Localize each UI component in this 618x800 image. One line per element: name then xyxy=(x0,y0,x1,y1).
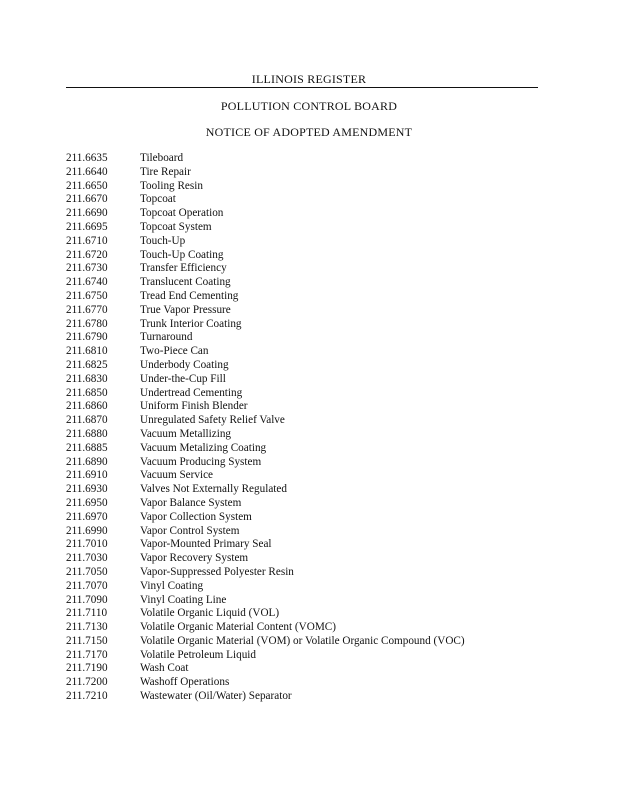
section-number: 211.7030 xyxy=(66,552,108,565)
definition-row xyxy=(66,221,546,235)
defined-term: Under-the-Cup Fill xyxy=(140,372,226,385)
defined-term: Volatile Organic Material (VOM) or Volatile Organic Compound (VOC) xyxy=(140,634,465,647)
section-number: 211.6950 xyxy=(66,496,108,509)
section-number: 211.6970 xyxy=(66,510,108,523)
definition-row xyxy=(66,304,546,318)
section-number: 211.6885 xyxy=(66,441,108,454)
section-number: 211.7200 xyxy=(66,676,108,689)
section-number: 211.6830 xyxy=(66,372,108,385)
section-number: 211.6810 xyxy=(66,345,108,358)
section-number: 211.6720 xyxy=(66,248,108,261)
definition-row xyxy=(66,249,546,263)
defined-term: Two-Piece Can xyxy=(140,345,209,358)
defined-term: Vacuum Producing System xyxy=(140,455,262,468)
defined-term: Vapor Collection System xyxy=(140,510,252,523)
definitions-list xyxy=(66,152,546,704)
definition-row xyxy=(66,373,546,387)
defined-term: Volatile Petroleum Liquid xyxy=(140,648,257,661)
defined-term: Touch-Up Coating xyxy=(140,248,224,261)
defined-term: Uniform Finish Blender xyxy=(140,400,248,413)
section-number: 211.6640 xyxy=(66,165,108,178)
definition-row xyxy=(66,331,546,345)
defined-term: Vacuum Metalizing Coating xyxy=(140,441,267,454)
section-number: 211.6695 xyxy=(66,220,108,233)
definition-row xyxy=(66,359,546,373)
section-number: 211.6780 xyxy=(66,317,108,330)
definition-row xyxy=(66,414,546,428)
section-number: 211.7010 xyxy=(66,538,108,551)
defined-term: Vacuum Service xyxy=(140,469,214,482)
defined-term: Vapor Balance System xyxy=(140,496,242,509)
definition-row xyxy=(66,180,546,194)
definition-row xyxy=(66,276,546,290)
section-number: 211.7110 xyxy=(66,607,108,620)
defined-term: Unregulated Safety Relief Valve xyxy=(140,414,285,427)
defined-term: Vapor-Suppressed Polyester Resin xyxy=(140,565,294,578)
definition-row xyxy=(66,428,546,442)
register-title: ILLINOIS REGISTER xyxy=(251,72,367,86)
definition-row xyxy=(66,525,546,539)
definition-row xyxy=(66,262,546,276)
section-number: 211.6850 xyxy=(66,386,108,399)
defined-term: Topcoat xyxy=(140,193,176,206)
definition-row xyxy=(66,635,546,649)
section-number: 211.6860 xyxy=(66,400,108,413)
notice-title: NOTICE OF ADOPTED AMENDMENT xyxy=(205,125,413,139)
section-number: 211.6790 xyxy=(66,331,108,344)
definition-row xyxy=(66,676,546,690)
definition-row xyxy=(66,193,546,207)
defined-term: Underbody Coating xyxy=(140,358,229,371)
definition-row xyxy=(66,318,546,332)
section-number: 211.7090 xyxy=(66,593,108,606)
definition-row xyxy=(66,290,546,304)
header-rule xyxy=(66,87,538,88)
definition-row xyxy=(66,511,546,525)
defined-term: Vapor Recovery System xyxy=(140,552,249,565)
definition-row xyxy=(66,690,546,704)
section-number: 211.7050 xyxy=(66,565,108,578)
definition-row xyxy=(66,207,546,221)
definition-row xyxy=(66,607,546,621)
defined-term: Translucent Coating xyxy=(140,276,231,289)
section-number: 211.6740 xyxy=(66,276,108,289)
definition-row xyxy=(66,580,546,594)
defined-term: Topcoat Operation xyxy=(140,207,224,220)
section-number: 211.6635 xyxy=(66,152,108,164)
section-number: 211.6910 xyxy=(66,469,108,482)
section-number: 211.6690 xyxy=(66,207,108,220)
defined-term: Topcoat System xyxy=(140,220,212,233)
defined-term: Touch-Up xyxy=(140,234,186,247)
defined-term: Turnaround xyxy=(140,331,193,344)
definition-row xyxy=(66,497,546,511)
definition-row xyxy=(66,594,546,608)
defined-term: Tire Repair xyxy=(140,165,191,178)
defined-term: True Vapor Pressure xyxy=(140,303,231,316)
definition-row xyxy=(66,483,546,497)
definition-row xyxy=(66,400,546,414)
defined-term: Vapor Control System xyxy=(140,524,240,537)
defined-term: Volatile Organic Material Content (VOMC) xyxy=(140,621,336,634)
definition-row xyxy=(66,469,546,483)
definition-row xyxy=(66,621,546,635)
section-number: 211.6770 xyxy=(66,303,108,316)
section-number: 211.7190 xyxy=(66,662,108,675)
definition-row xyxy=(66,387,546,401)
section-number: 211.6990 xyxy=(66,524,108,537)
definition-row xyxy=(66,166,546,180)
defined-term: Vinyl Coating xyxy=(140,579,204,592)
definition-row xyxy=(66,442,546,456)
definition-row xyxy=(66,235,546,249)
section-number: 211.6670 xyxy=(66,193,108,206)
section-number: 211.6710 xyxy=(66,234,108,247)
defined-term: Vinyl Coating Line xyxy=(140,593,227,606)
defined-term: Transfer Efficiency xyxy=(140,262,227,275)
section-number: 211.7150 xyxy=(66,634,108,647)
defined-term: Volatile Organic Liquid (VOL) xyxy=(140,607,280,620)
section-number: 211.7130 xyxy=(66,621,108,634)
definition-row xyxy=(66,345,546,359)
defined-term: Washoff Operations xyxy=(140,676,230,689)
definition-row xyxy=(66,552,546,566)
section-number: 211.6825 xyxy=(66,358,108,371)
section-number: 211.7070 xyxy=(66,579,108,592)
section-number: 211.7210 xyxy=(66,690,108,703)
section-number: 211.6750 xyxy=(66,289,108,302)
definition-row xyxy=(66,649,546,663)
defined-term: Trunk Interior Coating xyxy=(140,317,242,330)
definition-row xyxy=(66,538,546,552)
section-number: 211.6870 xyxy=(66,414,108,427)
definition-row xyxy=(66,456,546,470)
defined-term: Vacuum Metallizing xyxy=(140,427,232,440)
defined-term: Valves Not Externally Regulated xyxy=(140,483,287,496)
defined-term: Tread End Cementing xyxy=(140,289,239,302)
definition-row xyxy=(66,566,546,580)
section-number: 211.7170 xyxy=(66,648,108,661)
defined-term: Vapor-Mounted Primary Seal xyxy=(140,538,272,551)
defined-term: Wash Coat xyxy=(140,662,189,675)
defined-term: Undertread Cementing xyxy=(140,386,243,399)
defined-term: Tooling Resin xyxy=(140,179,203,192)
board-title: POLLUTION CONTROL BOARD xyxy=(220,99,398,113)
section-number: 211.6890 xyxy=(66,455,108,468)
section-number: 211.6650 xyxy=(66,179,108,192)
defined-term: Tileboard xyxy=(140,152,184,164)
definition-row xyxy=(66,662,546,676)
defined-term: Wastewater (Oil/Water) Separator xyxy=(140,690,292,703)
section-number: 211.6880 xyxy=(66,427,108,440)
section-number: 211.6730 xyxy=(66,262,108,275)
section-number: 211.6930 xyxy=(66,483,108,496)
definition-row xyxy=(66,152,546,166)
